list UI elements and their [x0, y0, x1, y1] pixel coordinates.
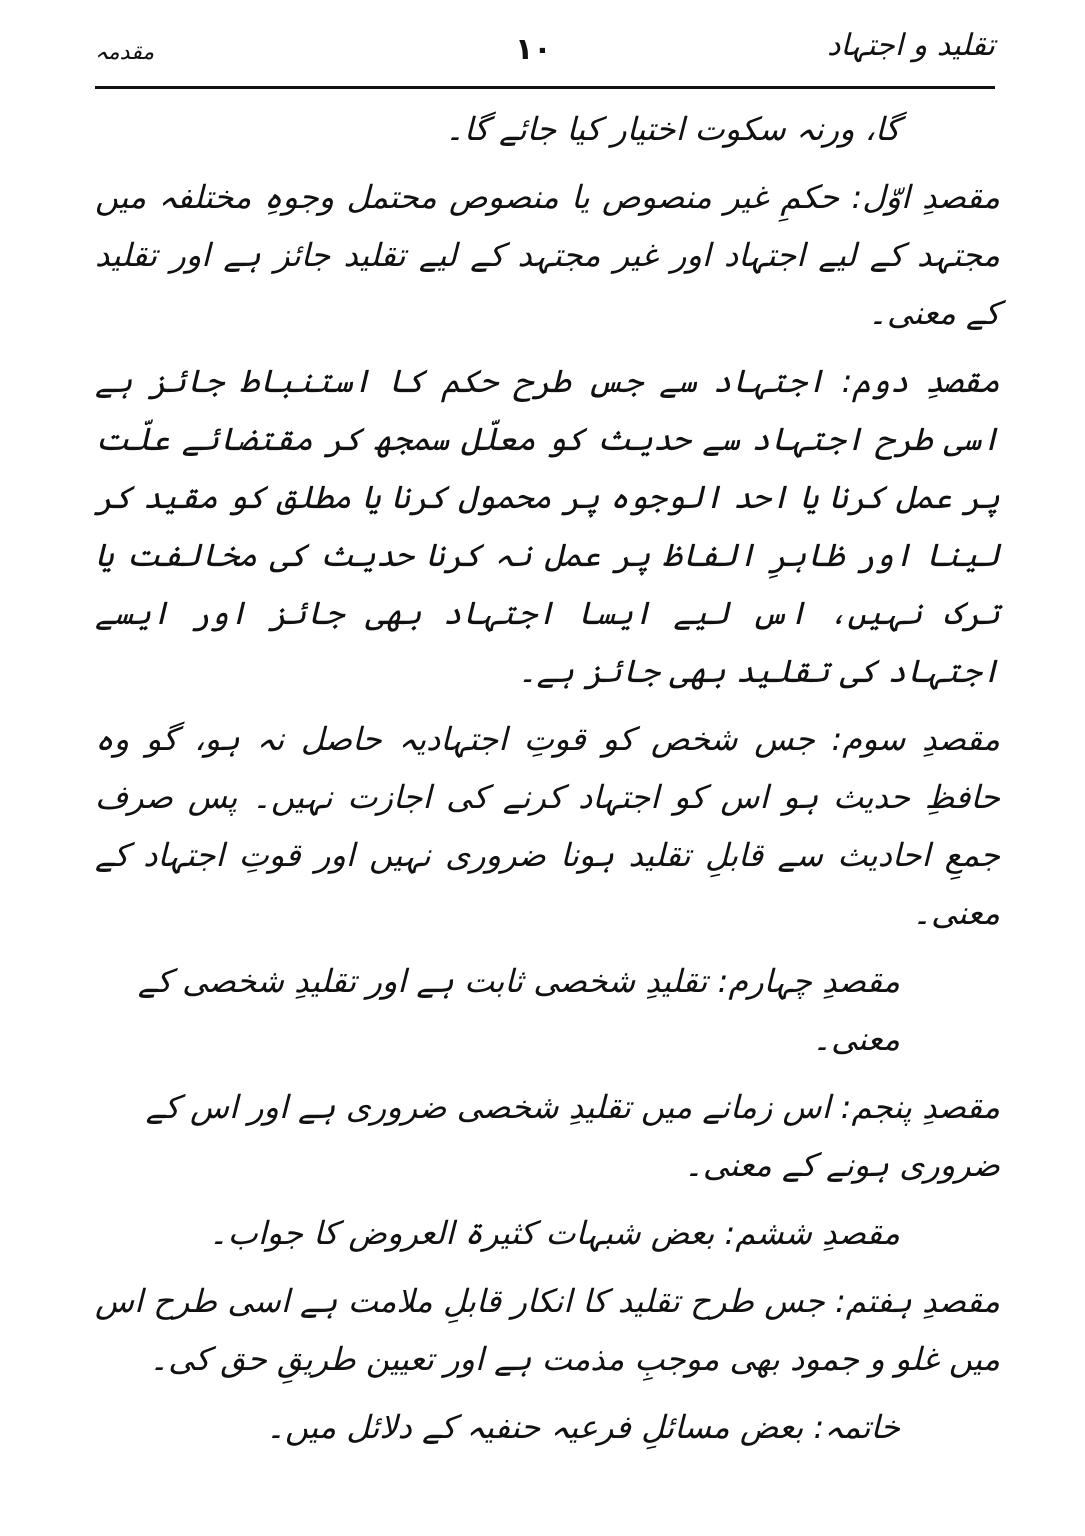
paragraph-objective-6: مقصدِ ششم: بعض شبہات کثیرۃ العروض کا جواب۔ [208, 1214, 900, 1252]
paragraph-objective-7: مقصدِ ہفتم: جس طرح تقلید کا انکار قابلِ ملامت ہے اسی طرح اس میں غلو و جمود بھی موجبِ مذمت ہے اور تعیین طریقِ حق کی۔ [95, 1282, 1000, 1378]
paragraph-objective-1: مقصدِ اوّل: حکمِ غیر منصوص یا منصوص محتمل وجوہِ مختلفہ میں مجتہد کے لیے اجتہاد اور غیر مجتہد کے لیے تقلید جائز ہے اور تقلید کے معنی۔ [95, 178, 1000, 332]
page-header [95, 28, 995, 84]
paragraph-objective-3: مقصدِ سوم: جس شخص کو قوتِ اجتہادیہ حاصل نہ ہو، گو وہ حافظِ حدیث ہو اس کو اجتہاد کرنے کی اجازت نہیں۔ پس صرف جمعِ احادیث سے قابلِ تقلید ہونا ضروری نہیں اور قوتِ اجتہاد کے معنی۔ [95, 720, 1001, 932]
paragraph-objective-4: مقصدِ چہارم: تقلیدِ شخصی ثابت ہے اور تقلیدِ شخصی کے معنی۔ [137, 962, 900, 1058]
paragraph-objective-5: مقصدِ پنجم: اس زمانے میں تقلیدِ شخصی ضروری ہے اور اس کے ضروری ہونے کے معنی۔ [145, 1088, 1000, 1184]
book-title: تقلید و اجتہاد [827, 28, 995, 63]
body-text [95, 100, 1000, 1466]
paragraph-conclusion: خاتمہ: بعض مسائلِ فرعیہ حنفیہ کے دلائل میں۔ [266, 1408, 900, 1446]
paragraph-objective-2: مقصدِ دوم: اجتہاد سے جس طرح حکم کا استنباط جائز ہے اسی طرح اجتہاد سے حدیث کو معلّل سمجھ کر مقتضائے علّت پر عمل کرنا یا احد الوجوہ پر محمول کرنا یا مطلق کو مقید کر لینا اور ظاہرِ الفاظ پر عمل نہ کرنا حدیث کی مخالفت یا ترک نہیں، اس لیے ایسا اجتہاد بھی جائز اور ایسے اجتہاد کی تقلید بھی جائز ہے۔ [95, 362, 1001, 690]
header-divider [95, 86, 995, 89]
paragraph-continuation: گا، ورنہ سکوت اختیار کیا جائے گا۔ [445, 110, 900, 148]
section-title: مقدمہ [95, 40, 155, 65]
page-number: ۱۰ [515, 32, 552, 67]
